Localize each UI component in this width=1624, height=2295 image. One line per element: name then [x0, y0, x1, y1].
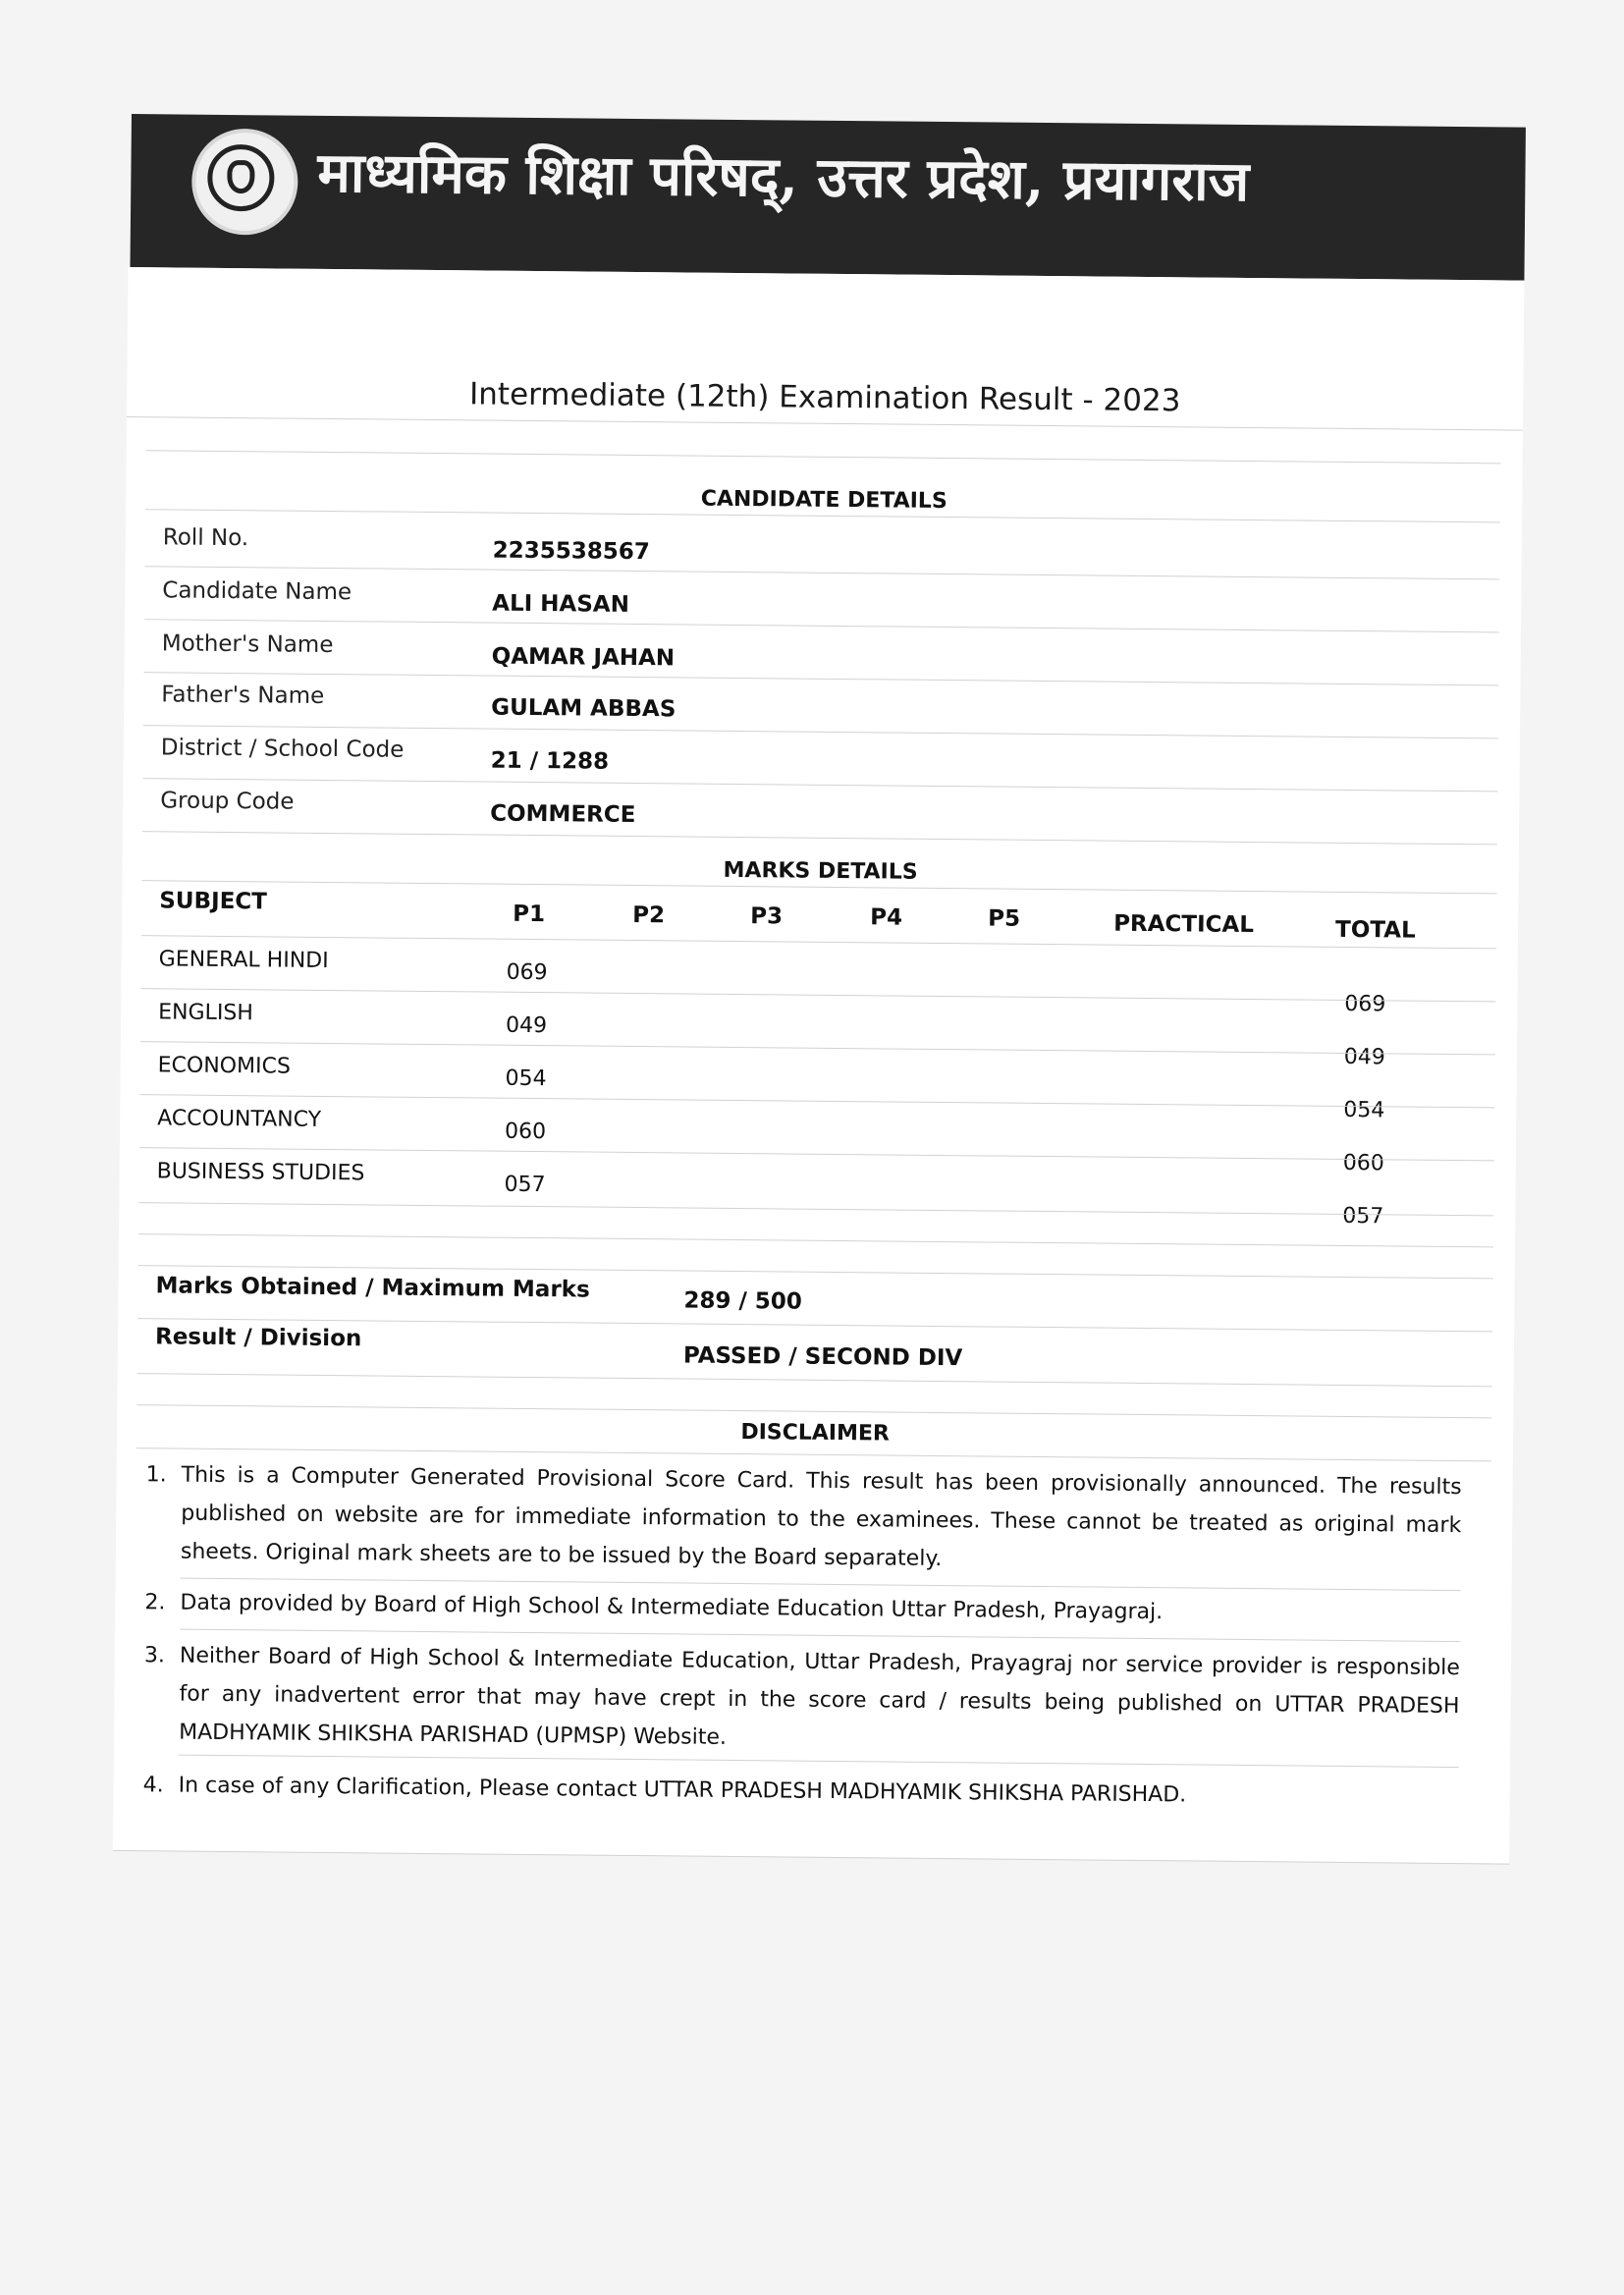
- result-division-label: Result / Division: [154, 1324, 362, 1352]
- col-p3: P3: [750, 903, 784, 930]
- marks-details-heading: MARKS DETAILS: [723, 857, 918, 885]
- disclaimer-item: 3. Neither Board of High School & Intermediate Education, Uttar Pradesh, Prayagraj nor service provider is responsible for any inadvertent error that may have crept in the score card / results being published on UTTAR PRADESH MADHYAMIK SHIKSHA PARISHAD (UPMSP) Website.: [143, 1643, 1460, 1750]
- subject-name: BUSINESS STUDIES: [156, 1159, 365, 1186]
- mother-name-label: Mother's Name: [161, 630, 334, 659]
- board-emblem-icon: [191, 129, 298, 236]
- subject-p1: 060: [504, 1119, 547, 1145]
- group-code-label: Group Code: [160, 788, 295, 815]
- col-p4: P4: [870, 904, 903, 931]
- subject-total: 054: [1343, 1097, 1385, 1123]
- district-school-code-value: 21 / 1288: [490, 747, 610, 775]
- marks-obtained-value: 289 / 500: [683, 1287, 802, 1315]
- roll-no-label: Roll No.: [162, 524, 249, 552]
- col-p2: P2: [632, 902, 666, 929]
- mother-name-value: QAMAR JAHAN: [491, 643, 676, 672]
- col-p1: P1: [513, 901, 546, 928]
- disclaimer-heading: DISCLAIMER: [740, 1420, 891, 1447]
- subject-total: 060: [1342, 1150, 1384, 1176]
- col-subject: SUBJECT: [159, 888, 268, 915]
- subject-p1: 057: [504, 1172, 546, 1198]
- district-school-code-label: District / School Code: [160, 735, 405, 763]
- subject-name: ECONOMICS: [157, 1053, 291, 1079]
- header-band: [131, 114, 1526, 281]
- col-p5: P5: [988, 905, 1021, 932]
- marks-obtained-label: Marks Obtained / Maximum Marks: [155, 1273, 590, 1303]
- col-practical: PRACTICAL: [1113, 910, 1255, 939]
- exam-title: Intermediate (12th) Examination Result - 2023: [468, 376, 1181, 419]
- subject-total: 057: [1342, 1203, 1384, 1229]
- subject-total: 069: [1344, 991, 1386, 1017]
- subject-p1: 049: [505, 1012, 548, 1039]
- subject-name: GENERAL HINDI: [158, 947, 329, 974]
- result-panel: [113, 267, 1524, 1864]
- candidate-name-value: ALI HASAN: [492, 590, 630, 618]
- disclaimer-item: 2. Data provided by Board of High School & Intermediate Education Uttar Pradesh, Prayagraj.: [144, 1590, 1164, 1625]
- subject-name: ACCOUNTANCY: [157, 1106, 322, 1132]
- father-name-label: Father's Name: [161, 682, 325, 709]
- candidate-name-label: Candidate Name: [162, 577, 352, 606]
- result-sheet: [111, 114, 1528, 1866]
- group-code-value: COMMERCE: [490, 800, 636, 828]
- father-name-value: GULAM ABBAS: [491, 694, 677, 723]
- subject-p1: 069: [506, 959, 548, 986]
- subject-total: 049: [1343, 1044, 1385, 1070]
- disclaimer-item: 4. In case of any Clarification, Please contact UTTAR PRADESH MADHYAMIK SHIKSHA PARISHAD.: [142, 1773, 1187, 1808]
- col-total: TOTAL: [1334, 916, 1416, 944]
- roll-no-value: 2235538567: [492, 537, 650, 566]
- board-title: माध्यमिक शिक्षा परिषद्, उत्तर प्रदेश, प्रयागराज: [317, 139, 1250, 214]
- result-division-value: PASSED / SECOND DIV: [682, 1342, 963, 1372]
- subject-name: ENGLISH: [158, 1000, 254, 1026]
- disclaimer-list: [142, 1455, 1482, 1861]
- disclaimer-item: 1. This is a Computer Generated Provisional Score Card. This result has been provisionally announced. The results published on website are for immediate information to the examinees. These cannot be treated as original mark sheets. Original mark sheets are to be issued by the Board separately.: [145, 1462, 1462, 1572]
- divider: [146, 450, 1501, 464]
- candidate-details-heading: CANDIDATE DETAILS: [700, 486, 947, 515]
- subject-p1: 054: [505, 1066, 547, 1092]
